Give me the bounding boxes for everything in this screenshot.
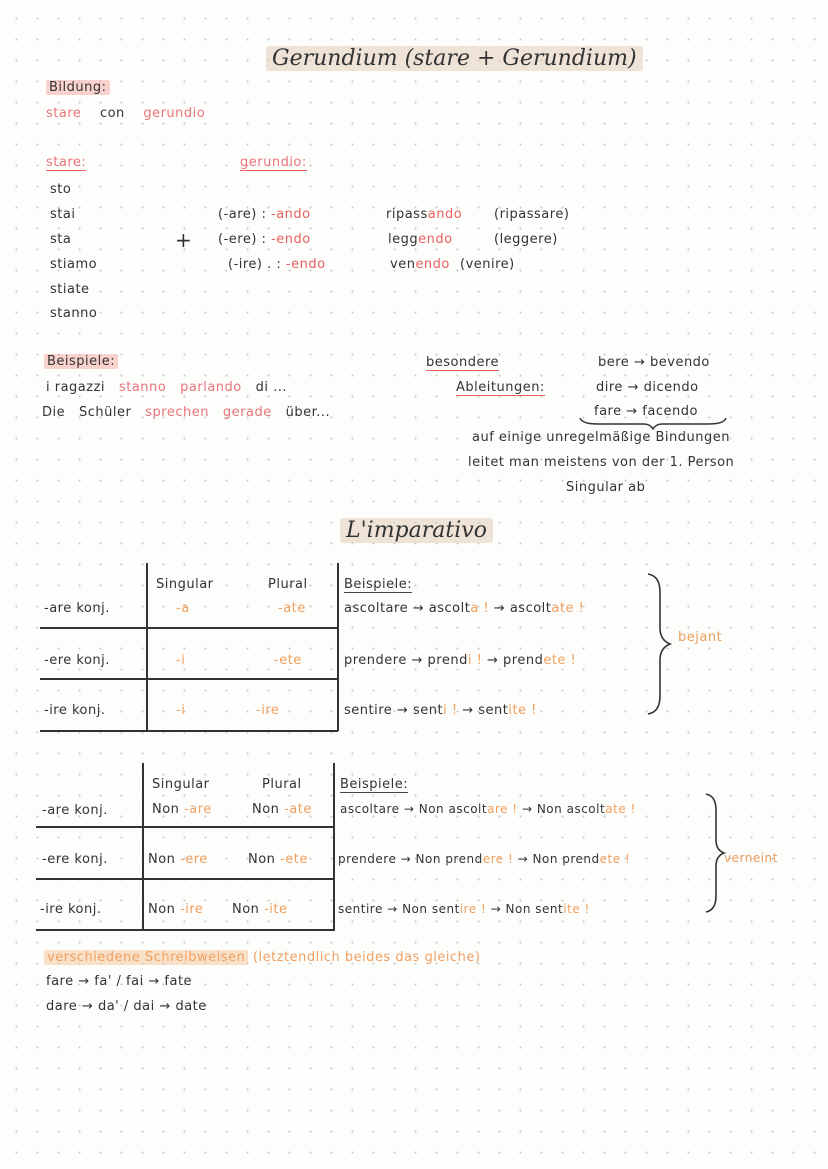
t1-ex-ere: prendere → prendi ! → prendete !	[344, 653, 577, 668]
imperativo-title: L'imparativo	[340, 518, 493, 543]
table2-vline-1	[142, 763, 144, 931]
example-venendo: venendo	[390, 257, 450, 272]
t2-sg-ire: Non -ire	[148, 902, 204, 917]
t2-sg-are: Non -are	[152, 802, 212, 817]
t2-ex-ere: prendere → Non prendere ! → Non prendete !	[338, 852, 631, 866]
conj-stanno: stanno	[50, 306, 98, 321]
t1-konj-ire: -ire konj.	[44, 703, 106, 718]
irregular-dire: dire → dicendo	[596, 380, 699, 395]
bildung-formula: stare con gerundio	[46, 106, 206, 121]
table2-vline-2	[333, 763, 335, 931]
note-line-1: auf einige unregelmäßige Bindungen	[472, 430, 730, 445]
conj-stiamo: stiamo	[50, 257, 98, 272]
t1-ex-ire: sentire → senti ! → sentite !	[344, 703, 537, 718]
note-line-2: leitet man meistens von der 1. Person	[468, 455, 735, 470]
t2-ex-are: ascoltare → Non ascoltare ! → Non ascoltate !	[340, 802, 636, 816]
t2-pl-ere: Non -ete	[248, 852, 308, 867]
table1-vline-1	[146, 563, 148, 731]
t1-konj-are: -are konj.	[44, 601, 110, 616]
curly-brace-under	[578, 416, 728, 430]
stare-header: stare:	[46, 155, 87, 170]
t1-head-beispiele: Beispiele:	[344, 577, 413, 592]
beispiele-label: Beispiele:	[44, 354, 118, 369]
t2-pl-ire: Non -ite	[232, 902, 288, 917]
table1-hline-3	[40, 730, 338, 732]
table1-hline-1	[40, 627, 338, 629]
table2-hline-2	[36, 878, 334, 880]
table1-vline-2	[337, 563, 339, 731]
t1-sg-ere: -i	[176, 653, 186, 668]
gerundium-title: Gerundium (stare + Gerundium)	[266, 46, 643, 71]
note-line-3: Singular ab	[566, 480, 646, 495]
t2-pl-are: Non -ate	[252, 802, 312, 817]
bejaht-label: bejant	[678, 630, 723, 645]
example-italian: i ragazzi stanno parlando di ...	[46, 380, 288, 395]
conj-sta: sta	[50, 232, 72, 247]
t2-konj-are: -are konj.	[42, 803, 108, 818]
t1-sg-are: -a	[176, 601, 190, 616]
inf-leggere: (leggere)	[494, 232, 558, 247]
t2-sg-ere: Non -ere	[148, 852, 208, 867]
t1-head-plural: Plural	[268, 577, 308, 592]
conj-stai: stai	[50, 207, 76, 222]
fare-line: fare → fa' / fai → fate	[46, 974, 193, 989]
verneint-label: verneint	[724, 851, 778, 865]
schreibweisen-line: verschiedene Schreibweisen (letztendlich beides das gleiche)	[44, 950, 480, 965]
inf-venire: (venire)	[460, 257, 515, 272]
besondere-label: besondere	[426, 355, 500, 370]
t1-pl-are: -ate	[278, 601, 306, 616]
conj-sto: sto	[50, 182, 72, 197]
t1-pl-ere: -ete	[274, 653, 302, 668]
gerundio-header: gerundio:	[240, 155, 307, 170]
t2-head-plural: Plural	[262, 777, 302, 792]
t1-head-singular: Singular	[156, 577, 214, 592]
brace-bejaht	[644, 572, 674, 716]
t1-konj-ere: -ere konj.	[44, 653, 110, 668]
table2-hline-1	[36, 826, 334, 828]
ending-row-ire: (-ire) . : -endo	[228, 257, 326, 272]
irregular-fare: fare → facendo	[594, 404, 698, 419]
plus-sign: +	[175, 228, 192, 252]
t2-konj-ire: -ire konj.	[40, 902, 102, 917]
example-german: Die Schüler sprechen gerade über...	[42, 405, 331, 420]
irregular-bere: bere → bevendo	[598, 355, 710, 370]
t2-konj-ere: -ere konj.	[42, 852, 108, 867]
example-ripassando: ripassando	[386, 207, 463, 222]
t2-ex-ire: sentire → Non sentire ! → Non sentite !	[338, 902, 590, 916]
example-leggendo: leggendo	[388, 232, 453, 247]
table2-hline-3	[36, 929, 334, 931]
t1-sg-ire: -i	[176, 703, 186, 718]
t2-head-singular: Singular	[152, 777, 210, 792]
ending-row-ere: (-ere) : -endo	[218, 232, 311, 247]
ending-row-are: (-are) : -ando	[218, 207, 311, 222]
table1-hline-2	[40, 678, 338, 680]
t1-ex-are: ascoltare → ascolta ! → ascoltate !	[344, 601, 585, 616]
bildung-label: Bildung:	[46, 80, 110, 95]
inf-ripassare: (ripassare)	[494, 207, 570, 222]
ableitungen-label: Ableitungen:	[456, 380, 545, 395]
dare-line: dare → da' / dai → date	[46, 999, 207, 1014]
t1-pl-ire: -ire	[256, 703, 280, 718]
t2-head-beispiele: Beispiele:	[340, 777, 409, 792]
conj-stiate: stiate	[50, 282, 90, 297]
